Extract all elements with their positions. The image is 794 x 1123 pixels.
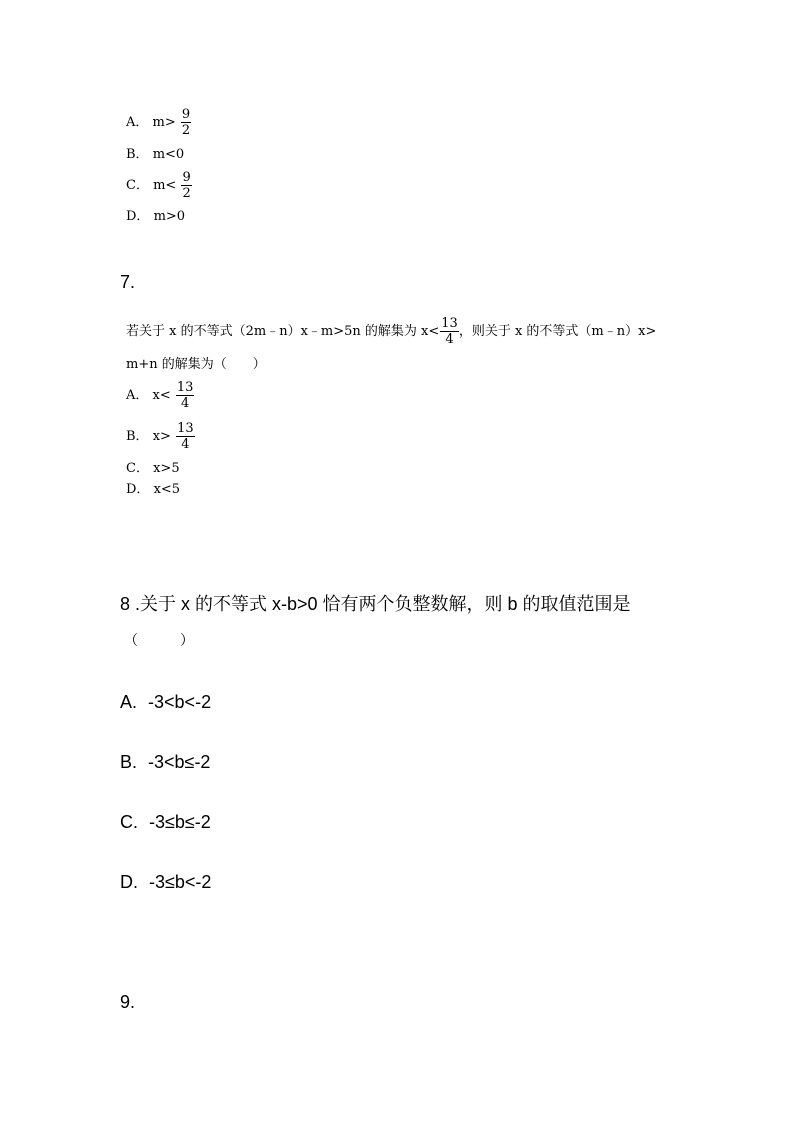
q7-option-a	[126, 380, 194, 411]
fraction: $\frac{9}{2}$	[181, 107, 191, 138]
fraction: $\frac{13}{4}$	[441, 316, 458, 347]
option-text: m<	[153, 178, 177, 193]
option-letter: A.	[120, 692, 138, 712]
fraction: $\frac{13}{4}$	[176, 380, 194, 411]
q8-stem: 8 .关于 x 的不等式 x-b>0 恰有两个负整数解，则 b 的取值范围是	[120, 594, 631, 614]
option-letter: B.	[120, 752, 138, 772]
option-letter: D．	[126, 209, 150, 224]
option-letter: A．	[126, 115, 149, 130]
option-text: x>	[152, 429, 171, 444]
option-text: -3<b≤-2	[148, 752, 211, 772]
option-letter: D．	[126, 482, 150, 497]
option-letter: C.	[120, 812, 138, 832]
option-letter: C．	[126, 178, 149, 193]
q6-option-a	[126, 107, 191, 138]
q7-option-b	[126, 421, 195, 452]
q6-option-b	[126, 146, 184, 164]
option-text: -3≤b≤-2	[149, 812, 211, 832]
q7-option-c	[126, 460, 180, 478]
option-letter: A．	[126, 388, 149, 403]
q6-option-c	[126, 170, 192, 201]
q7-number: 7.	[120, 272, 136, 292]
q7-stem-part1: 若关于 x 的不等式（2m﹣n）x﹣m>5n 的解集为 x<	[126, 324, 440, 339]
option-text: x<	[152, 388, 171, 403]
option-text: x<5	[153, 482, 181, 497]
fraction: $\frac{13}{4}$	[177, 421, 194, 452]
option-letter: B．	[126, 147, 149, 162]
option-text: m<0	[152, 147, 185, 162]
fraction: $\frac{9}{2}$	[182, 170, 191, 201]
option-text: x>5	[153, 461, 180, 476]
q8-option-d	[120, 872, 211, 893]
option-letter: D.	[120, 872, 138, 892]
q8-answer-paren: （ ）	[124, 633, 194, 649]
q8-option-a	[120, 692, 211, 713]
option-letter: B．	[126, 429, 149, 444]
option-text: m>0	[153, 209, 186, 224]
q7-option-d	[126, 481, 180, 499]
option-letter: C．	[126, 461, 149, 476]
option-text: -3<b<-2	[148, 692, 212, 712]
q7-stem-line2: m+n 的解集为（ ）	[126, 357, 266, 372]
q7-stem-part2: ，则关于 x 的不等式（m﹣n）x>	[458, 324, 657, 339]
option-text: m>	[152, 115, 176, 130]
q9-number: 9.	[120, 992, 136, 1012]
q6-option-d	[126, 208, 185, 226]
q8-option-b	[120, 752, 210, 773]
q8-option-c	[120, 812, 211, 833]
option-text: -3≤b<-2	[149, 872, 212, 892]
q7-stem-line1	[126, 316, 656, 347]
